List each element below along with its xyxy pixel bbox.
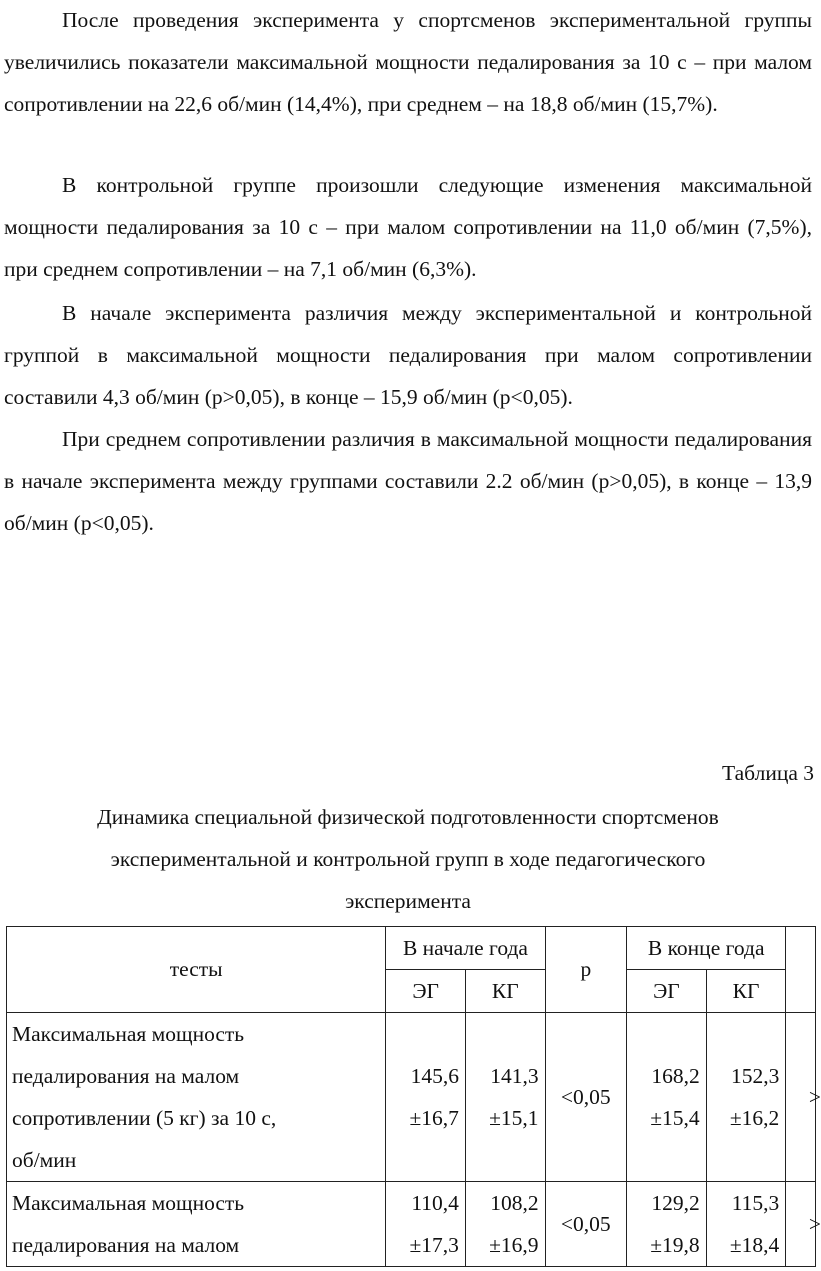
paragraph-2: В контрольной группе произошли следующие изменения максимальной мощности педалирования за 10 с – при малом сопротивлении на 11,0 об/мин (7,5%), при среднем сопротивлении – на 7,1 об/мин (6,3%). [4,173,812,281]
header-extra [786,927,816,1013]
cell-eg-end: 129,2 ±19,8 [627,1182,707,1267]
cell-p: <0,05 [545,1182,627,1267]
table-row [7,1013,816,1182]
header-end: В конце года [627,927,786,970]
paragraph-4: При среднем сопротивлении различия в максимальной мощности педалирования в начале эксперимента между группами составили 2.2 об/мин (р>0,05), в конце – 13,9 об/мин (р<0,05). [4,427,812,535]
row-test-name: Максимальная мощность педалирования на малом [7,1182,386,1267]
paragraph-1: После проведения эксперимента у спортсменов экспериментальной группы увеличились показатели максимальной мощности педалирования за 10 с – при малом сопротивлении на 22,6 об/мин (14,4%), при среднем – на 18,8 об/мин (15,7%). [4,8,812,116]
header-start: В начале года [386,927,545,970]
cell-kg-end: 115,3 ±18,4 [706,1182,786,1267]
table-title-line: экспериментальной и контрольной групп в ходе педагогического [110,847,706,871]
cell-kg-start: 108,2 ±16,9 [465,1182,545,1267]
table-title-line: Динамика специальной физической подготовленности спортсменов [97,805,719,829]
header-kg-end: КГ [706,970,786,1013]
cell-significance: > [786,1013,816,1182]
cell-significance: > [786,1182,816,1267]
cell-kg-start: 141,3 ±15,1 [465,1013,545,1182]
row-test-name: Максимальная мощность педалирования на малом сопротивлении (5 кг) за 10 с, об/мин [7,1013,386,1182]
header-eg-end: ЭГ [627,970,707,1013]
table-title-line: эксперимента [345,889,471,913]
table-title [0,796,816,922]
paragraph-3: В начале эксперимента различия между экспериментальной и контрольной группой в максимальной мощности педалирования при малом сопротивлении составили 4,3 об/мин (р>0,05), в конце – 15,9 об/мин (р<0,05). [4,301,812,409]
header-kg-start: КГ [465,970,545,1013]
cell-eg-start: 145,6 ±16,7 [386,1013,466,1182]
header-eg-start: ЭГ [386,970,466,1013]
cell-eg-start: 110,4 ±17,3 [386,1182,466,1267]
table-row [7,1182,816,1267]
cell-kg-end: 152,3 ±16,2 [706,1013,786,1182]
results-table [6,926,821,1267]
table-label: Таблица 3 [722,761,814,785]
header-p: р [545,927,627,1013]
header-tests: тесты [7,927,386,1013]
cell-p: <0,05 [545,1013,627,1182]
cell-eg-end: 168,2 ±15,4 [627,1013,707,1182]
